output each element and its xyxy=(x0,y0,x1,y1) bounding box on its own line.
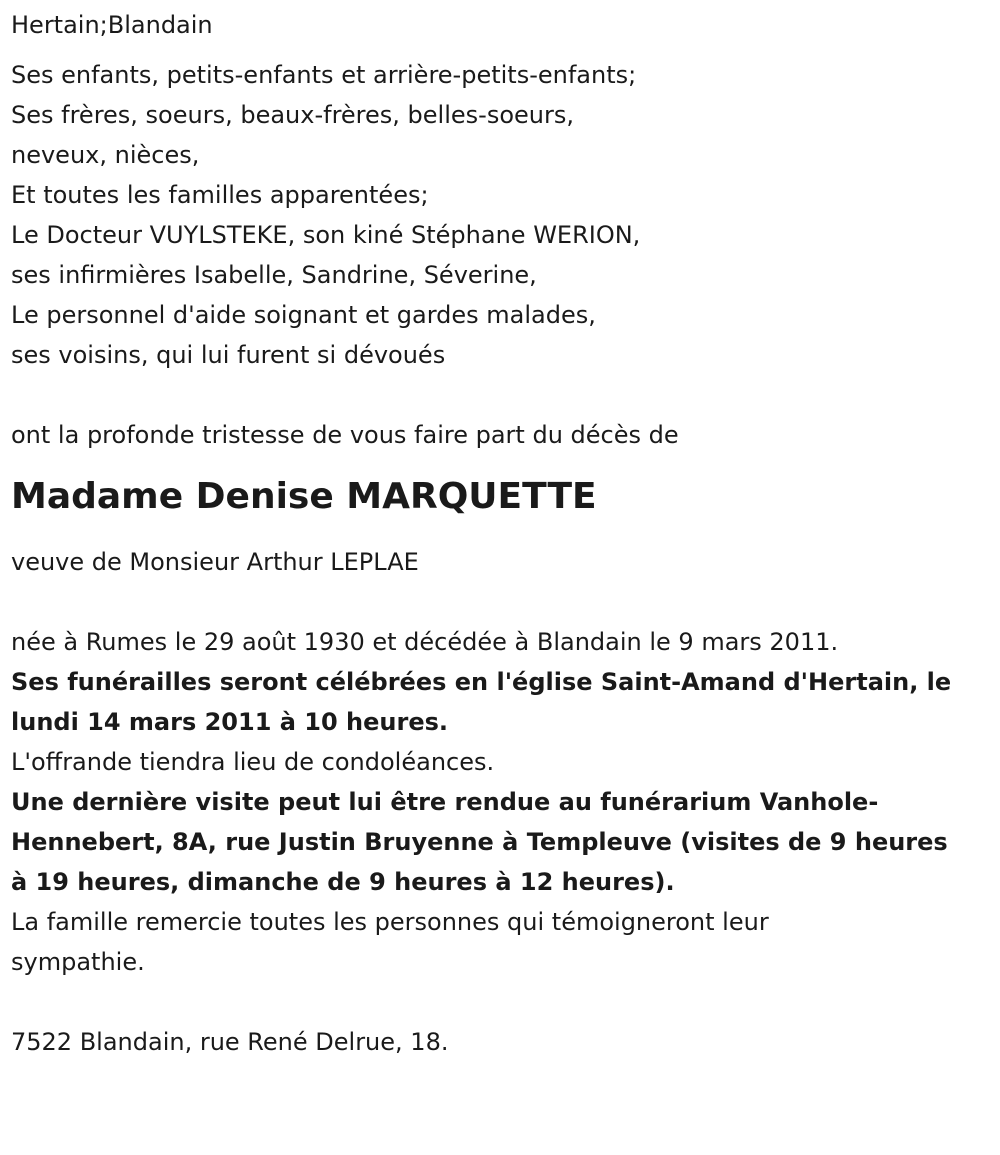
funeral-line: Ses funérailles seront célébrées en l'église Saint-Amand d'Hertain, le xyxy=(11,668,952,696)
locations-header: Hertain;Blandain xyxy=(11,11,213,39)
deceased-name: Madame Denise MARQUETTE xyxy=(11,476,597,517)
mourners-list xyxy=(11,55,1000,375)
address-text: 7522 Blandain, rue René Delrue, 18. xyxy=(11,1028,449,1056)
thanks-line: sympathie. xyxy=(11,948,145,976)
mourner-line: Le personnel d'aide soignant et gardes malades, xyxy=(11,301,596,329)
mourner-line: Et toutes les familles apparentées; xyxy=(11,181,429,209)
birth-death-text: née à Rumes le 29 août 1930 et décédée à Blandain le 9 mars 2011. xyxy=(11,628,839,656)
thanks-text xyxy=(11,902,1000,982)
offering-text: L'offrande tiendra lieu de condoléances. xyxy=(11,748,495,776)
mourner-line: Ses enfants, petits-enfants et arrière-petits-enfants; xyxy=(11,61,637,89)
visit-line: Hennebert, 8A, rue Justin Bruyenne à Templeuve (visites de 9 heures xyxy=(11,828,948,856)
mourner-line: neveux, nièces, xyxy=(11,141,200,169)
widow-of-text: veuve de Monsieur Arthur LEPLAE xyxy=(11,548,419,576)
announcement-text: ont la profonde tristesse de vous faire part du décès de xyxy=(11,421,679,449)
funeral-line: lundi 14 mars 2011 à 10 heures. xyxy=(11,708,449,736)
visit-line: Une dernière visite peut lui être rendue au funérarium Vanhole- xyxy=(11,788,879,816)
mourner-line: Ses frères, soeurs, beaux-frères, belles-soeurs, xyxy=(11,101,574,129)
mourner-line: Le Docteur VUYLSTEKE, son kiné Stéphane WERION, xyxy=(11,221,641,249)
mourner-line: ses infirmières Isabelle, Sandrine, Séverine, xyxy=(11,261,537,289)
spacer xyxy=(11,982,1000,1022)
funeral-details xyxy=(11,662,1000,742)
thanks-line: La famille remercie toutes les personnes qui témoigneront leur xyxy=(11,908,769,936)
mourner-line: ses voisins, qui lui furent si dévoués xyxy=(11,341,446,369)
spacer xyxy=(11,582,1000,622)
spacer xyxy=(11,375,1000,415)
visit-details xyxy=(11,782,1000,902)
visit-line: à 19 heures, dimanche de 9 heures à 12 heures). xyxy=(11,868,675,896)
